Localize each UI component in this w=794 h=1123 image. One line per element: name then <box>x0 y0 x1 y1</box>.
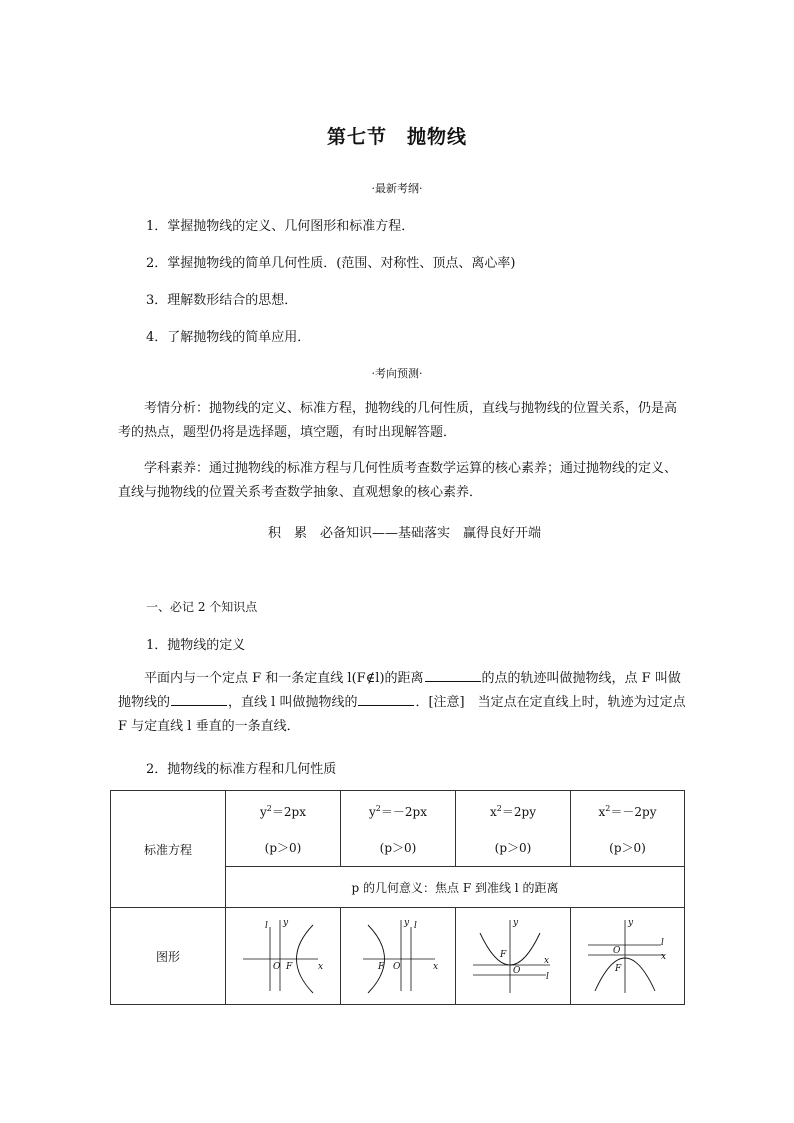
svg-text:x: x <box>433 961 439 972</box>
outline-item-1: 1．掌握抛物线的定义、几何图形和标准方程． <box>146 219 415 234</box>
outline-item-2: 2．掌握抛物线的简单几何性质．(范围、对称性、顶点、离心率) <box>146 256 516 271</box>
parabola-left-graph <box>353 915 443 995</box>
svg-text:y: y <box>404 917 410 928</box>
svg-text:x: x <box>660 951 666 962</box>
graph-cell-4 <box>571 908 685 1005</box>
outline-item-3: 3．理解数形结合的思想． <box>146 293 298 308</box>
svg-text:l: l <box>265 920 268 931</box>
equation-cell-4: $x^2=-2py$ (p＞0) <box>571 791 685 867</box>
svg-text:l: l <box>414 920 417 931</box>
svg-text:O: O <box>393 961 401 972</box>
equation-cell-3: $x^2=2py$ (p＞0) <box>456 791 571 867</box>
section-banner: 积 累 必备知识——基础落实 赢得良好开端 <box>268 526 542 541</box>
parabola-right-graph <box>238 915 328 995</box>
svg-text:x: x <box>318 961 324 972</box>
parabola-up-graph <box>468 915 558 995</box>
svg-text:F: F <box>378 961 385 972</box>
svg-text:O: O <box>273 961 281 972</box>
label-graph: 图形 <box>111 908 226 1005</box>
equation-cell-1: $y^2=2px$ (p＞0) <box>226 791 341 867</box>
graph-cell-3 <box>456 908 571 1005</box>
definition-text-1: 平面内与一个定点 F 和一条定直线 l(F∉l)的距离 <box>144 671 424 686</box>
knowledge-item1-title: 1．抛物线的定义 <box>146 638 246 653</box>
forecast-heading: ·考向预测· <box>371 367 423 380</box>
svg-text:F: F <box>614 963 621 974</box>
svg-text:y: y <box>627 917 633 928</box>
svg-text:O: O <box>513 965 521 976</box>
graph-cell-2 <box>341 908 456 1005</box>
forecast-literacy: 学科素养：通过抛物线的标准方程与几何性质考查数学运算的核心素养；通过抛物线的定义、直线与抛物线的位置关系考查数学抽象、直观想象的核心素养． <box>118 461 678 500</box>
forecast-analysis: 考情分析：抛物线的定义、标准方程，抛物线的几何性质，直线与抛物线的位置关系，仍是高考的热点，题型仍将是选择题，填空题，有时出现解答题． <box>118 401 678 440</box>
svg-text:F: F <box>286 961 293 972</box>
p-meaning: p 的几何意义：焦点 F 到准线 l 的距离 <box>226 867 685 908</box>
blank-focus <box>171 693 227 706</box>
parabola-down-graph <box>583 915 673 995</box>
definition-text-3: ，直线 l 叫做抛物线的 <box>228 695 358 710</box>
svg-text:F: F <box>500 949 507 960</box>
svg-text:x: x <box>544 955 550 966</box>
equation-cell-2: $y^2=-2px$ (p＞0) <box>341 791 456 867</box>
svg-text:y: y <box>283 917 289 928</box>
outline-heading: ·最新考纲· <box>371 182 423 195</box>
blank-directrix <box>358 693 414 706</box>
graph-cell-1 <box>226 908 341 1005</box>
page-title: 第七节 抛物线 <box>326 126 467 148</box>
svg-text:O: O <box>612 945 620 956</box>
svg-text:l: l <box>660 937 664 948</box>
definition-text-2: 的点的轨迹叫做抛物线，点 F 叫做抛物线的 <box>118 671 681 710</box>
knowledge-item2-title: 2．抛物线的标准方程和几何性质 <box>146 762 337 777</box>
definition-paragraph <box>118 667 688 739</box>
knowledge-heading: 一、必记 2 个知识点 <box>146 600 258 614</box>
outline-item-4: 4．了解抛物线的简单应用． <box>146 330 311 345</box>
svg-text:l: l <box>546 971 549 982</box>
parabola-properties-table <box>110 790 685 1005</box>
label-standard-equation: 标准方程 <box>111 791 226 908</box>
blank-distance <box>425 669 481 682</box>
svg-text:y: y <box>513 917 519 928</box>
definition-text-4: ．[注意] 当定点在定直线上时，轨迹为过定点 F 与定直线 l 垂直的一条直线． <box>118 695 686 734</box>
